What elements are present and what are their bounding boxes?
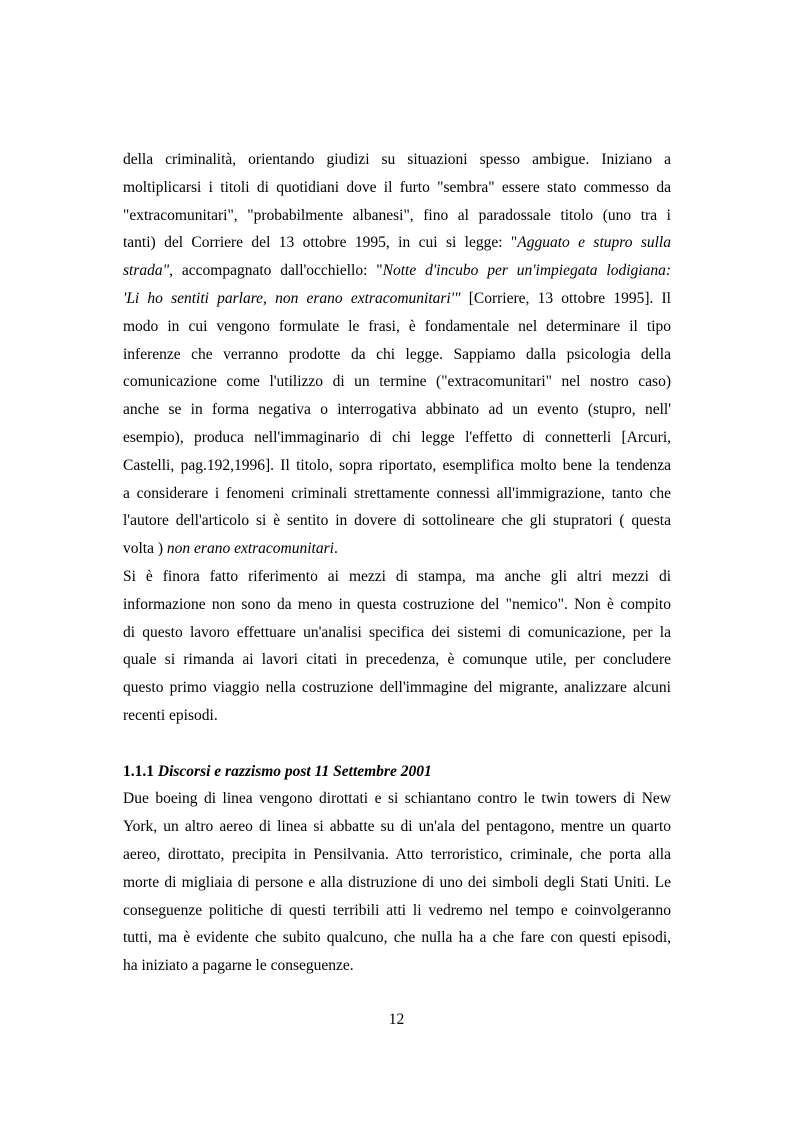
text-line: tutti, ma è evidente che subito qualcuno, che nulla ha a che fare con questi episodi, (123, 929, 671, 947)
paragraph-press-headlines (123, 146, 671, 563)
italic-subheadline-quote: Notte d'incubo per un'impiegata lodigiana: (382, 262, 671, 280)
text-line: esempio), produca nell'immaginario di chi legge l'effetto di connetterli [Arcuri, (123, 428, 671, 446)
text-line: York, un altro aereo di linea si abbatte su di un'ala del pentagono, mentre un quarto (123, 818, 671, 836)
section-number: 1.1.1 (123, 762, 154, 780)
page-number: 12 (388, 1011, 405, 1028)
text-line: aereo, dirottato, precipita in Pensilvania. Atto terroristico, criminale, che porta alla (123, 845, 671, 863)
citation: [Corriere, 13 ottobre 1995]. Il (460, 289, 671, 307)
text-line: questo primo viaggio nella costruzione dell'immagine del migrante, analizzare alcuni (123, 679, 671, 697)
text-line: della criminalità, orientando giudizi su situazioni spesso ambigue. Iniziano a (123, 151, 671, 168)
text-line: comunicazione come l'utilizzo di un termine ("extracomunitari" nel nostro caso) (123, 373, 671, 391)
text-line: Si è finora fatto riferimento ai mezzi di stampa, ma anche gli altri mezzi di (123, 567, 671, 585)
page-body (123, 146, 671, 980)
text-line: l'autore dell'articolo si è sentito in dovere di sottolineare che gli stupratori ( questa (123, 512, 671, 530)
text-line (123, 229, 671, 257)
text-line: inferenze che verranno prodotte da chi legge. Sappiamo dalla psicologia della (123, 345, 671, 363)
text-line: modo in cui vengono formulate le frasi, è fondamentale nel determinare il tipo (123, 317, 671, 335)
italic-subheadline-quote: 'Li ho sentiti parlare, non erano extracomunitari'" (123, 289, 461, 307)
text-line: a considerare i fenomeni criminali strettamente connessi all'immigrazione, tanto che (123, 484, 671, 502)
text-line: Due boeing di linea vengono dirottati e si schiantano contro le twin towers di New (123, 790, 671, 808)
text-line: quale si rimanda ai lavori citati in precedenza, è comunque utile, per concludere (123, 651, 671, 669)
section-heading (123, 758, 671, 786)
italic-headline-quote: Agguato e stupro sulla (517, 234, 671, 252)
text-line: anche se in forma negativa o interrogativa abbinato ad un evento (stupro, nell' (123, 401, 671, 419)
text-line (123, 535, 671, 563)
italic-emphasis: non erano extracomunitari (166, 540, 334, 558)
italic-headline-quote: strada" (123, 262, 170, 280)
text-line (123, 257, 671, 285)
text-line: recenti episodi. (123, 706, 218, 724)
text-run: volta ) (123, 540, 167, 558)
text-run: . (333, 540, 338, 558)
text-run: , accompagnato dall'occhiello: " (169, 262, 383, 280)
text-line: conseguenze politiche di questi terribili atti li vedremo nel tempo e coinvolgeranno (123, 901, 671, 919)
text-line: Castelli, pag.192,1996]. Il titolo, sopra riportato, esemplifica molto bene la tendenza (123, 456, 671, 474)
text-line: "extracomunitari", "probabilmente albanesi", fino al paradossale titolo (uno tra i (123, 206, 671, 224)
paragraph-other-media (123, 563, 671, 730)
text-line (123, 285, 671, 313)
paragraph-spacer (123, 730, 671, 758)
text-run: tanti) del Corriere del 13 ottobre 1995, in cui si legge: " (123, 234, 518, 252)
text-line: ha iniziato a pagarne le conseguenze. (123, 957, 354, 975)
text-line: morte di migliaia di persone e alla distruzione di uno dei simboli degli Stati Uniti. Le (123, 873, 671, 891)
text-line: informazione non sono da meno in questa costruzione del "nemico". Non è compito (123, 595, 671, 613)
text-line: di questo lavoro effettuare un'analisi specifica dei sistemi di comunicazione, per la (123, 623, 671, 641)
text-line: moltiplicarsi i titoli di quotidiani dove il furto "sembra" essere stato commesso da (123, 178, 671, 196)
section-title: Discorsi e razzismo post 11 Settembre 2001 (157, 762, 432, 780)
paragraph-september-11 (123, 785, 671, 980)
